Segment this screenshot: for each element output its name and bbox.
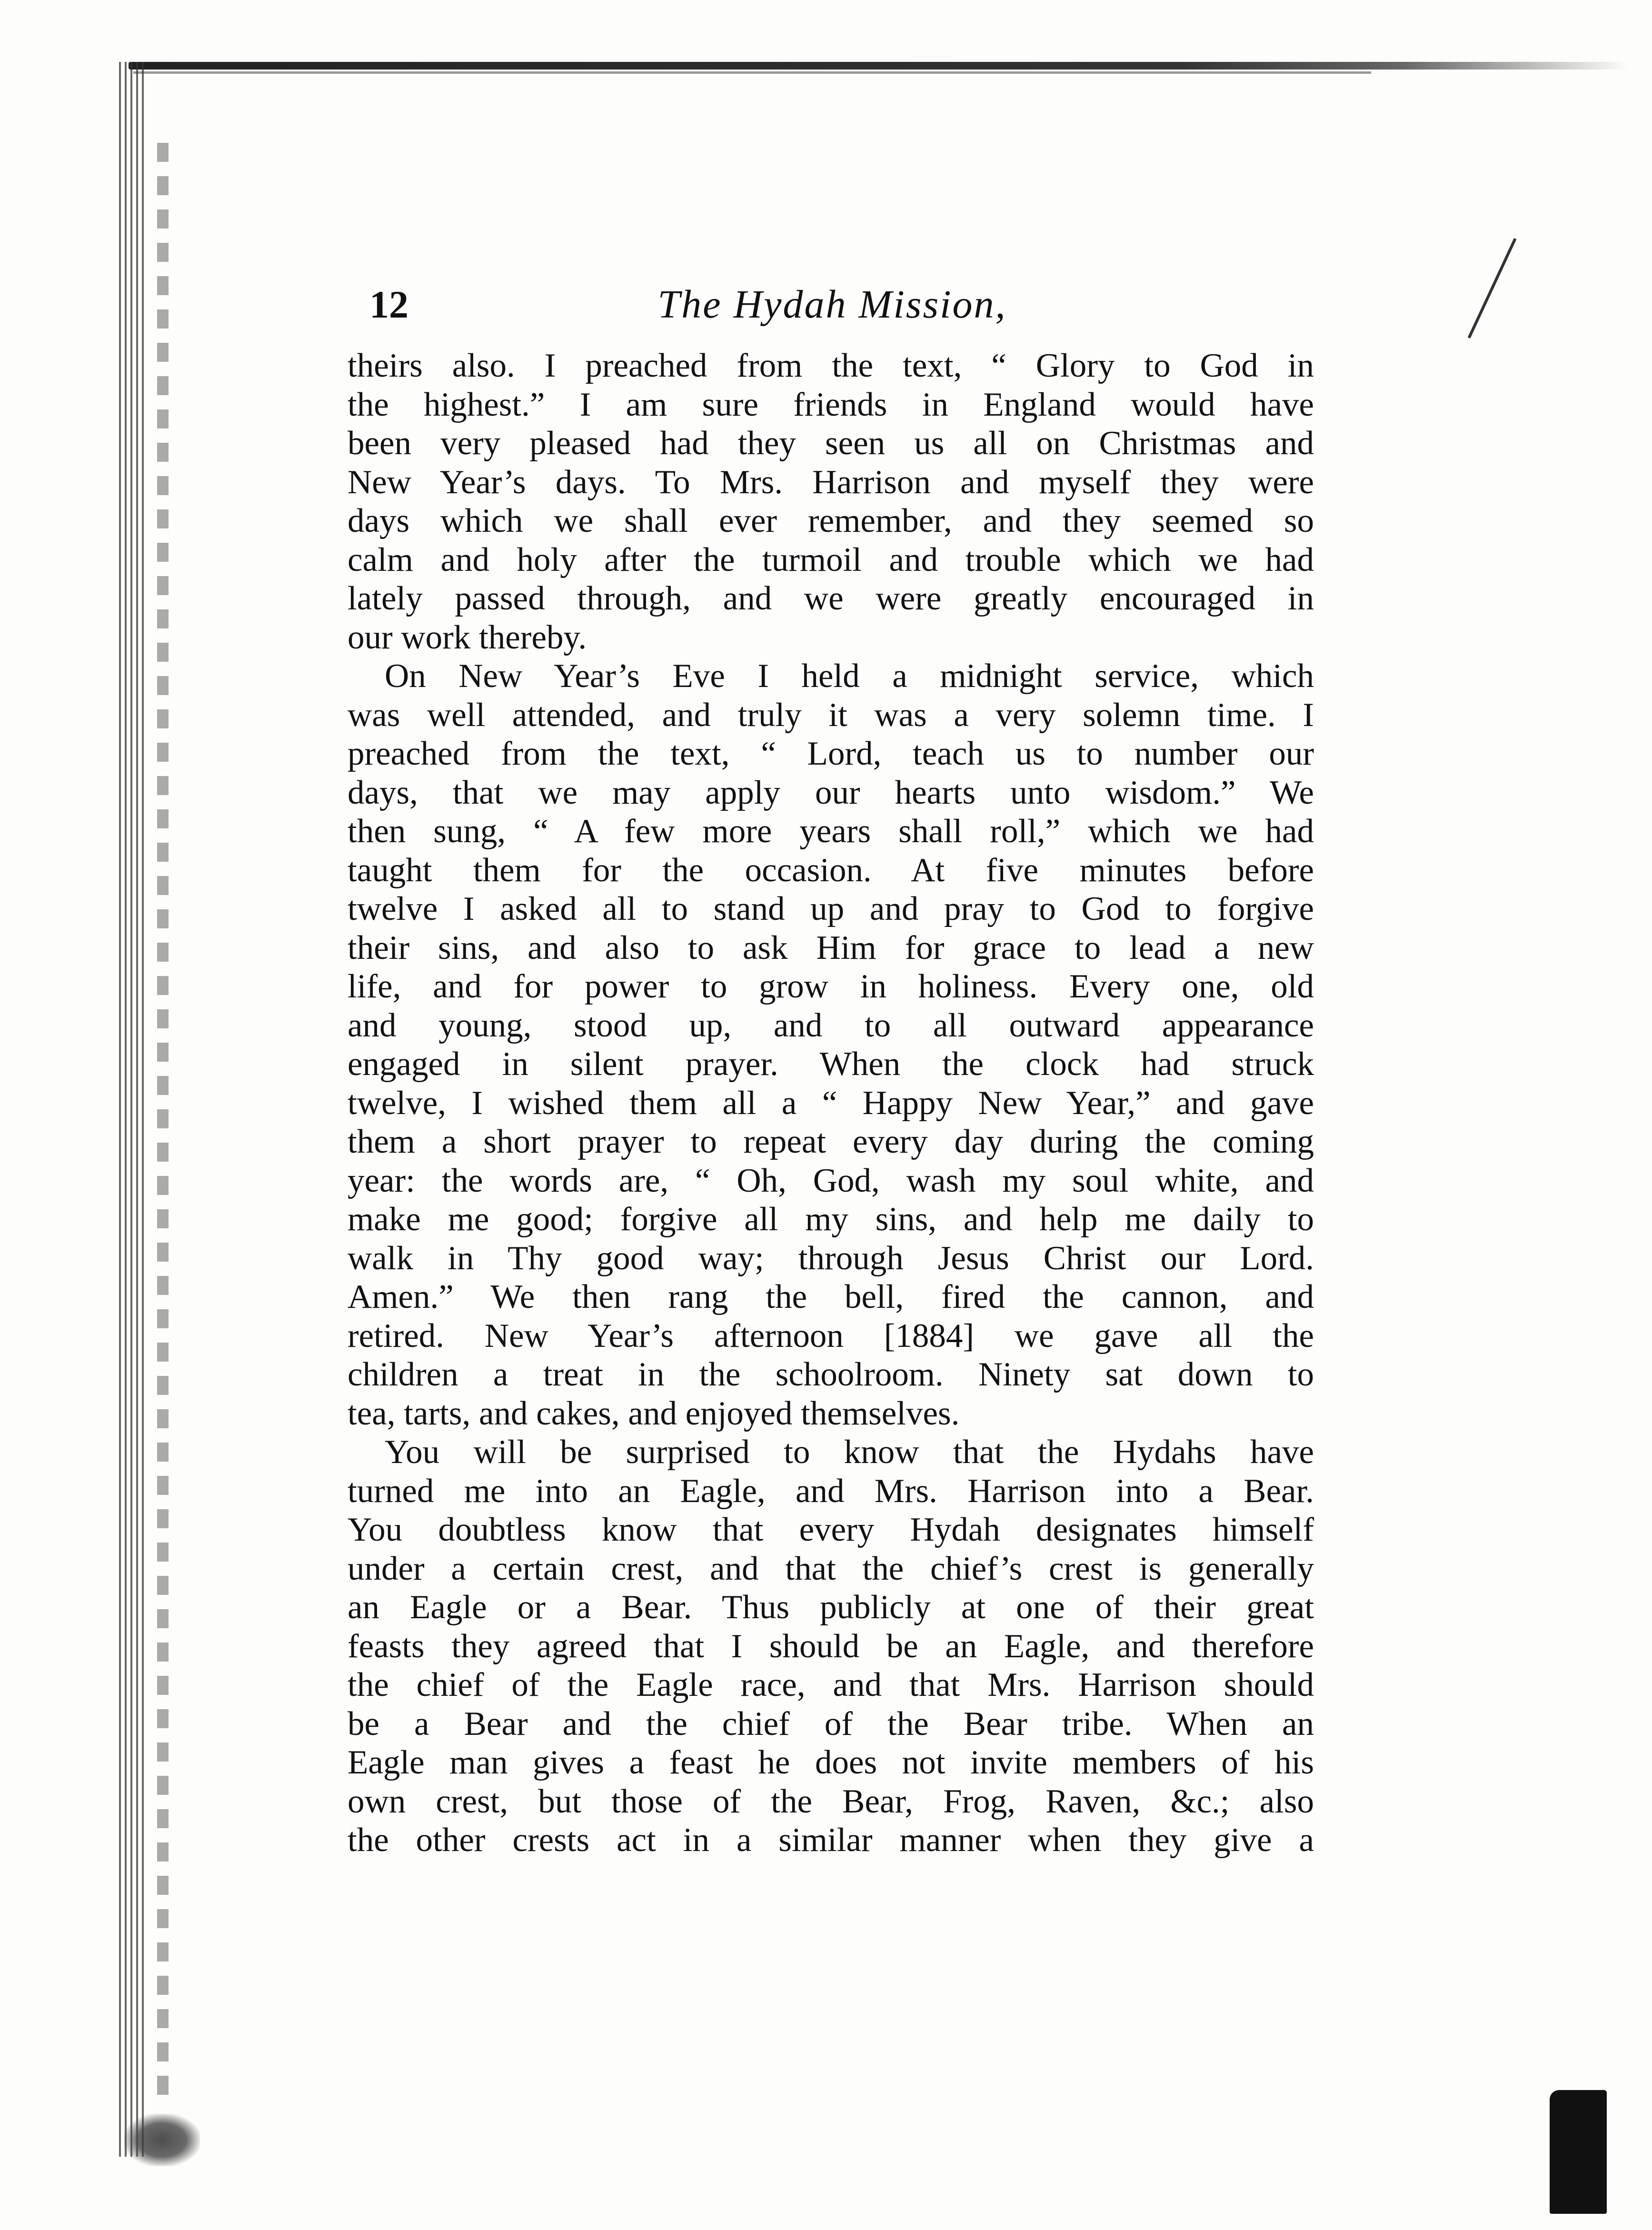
text-line: the chief of the Eagle race, and that Mrs. Harrison should [348,1666,1314,1703]
text-line: been very pleased had they seen us all on Christmas and [348,425,1314,462]
scan-smudge [124,2114,200,2166]
text-line: was well attended, and truly it was a very solemn time. I [348,696,1314,734]
text-line: life, and for power to grow in holiness. Every one, old [348,968,1314,1005]
page-number: 12 [369,283,408,326]
binding-gutter [119,62,148,2157]
text-line: walk in Thy good way; through Jesus Christ our Lord. [348,1239,1314,1277]
text-line: retired. New Year’s afternoon [1884] we gave all the [348,1317,1314,1354]
body-text [348,347,1314,1860]
text-line: twelve I asked all to stand up and pray to God to forgive [348,890,1314,927]
text-line: year: the words are, “ Oh, God, wash my soul white, and [348,1162,1314,1199]
text-line: make me good; forgive all my sins, and help me daily to [348,1201,1314,1238]
text-line: You doubtless know that every Hydah designates himself [348,1511,1314,1548]
text-line: feasts they agreed that I should be an Eagle, and therefore [348,1627,1314,1665]
running-title: The Hydah Mission, [657,282,1007,327]
scan-top-edge-shadow [133,71,1371,74]
text-line: twelve, I wished them all a “ Happy New Year,” and gave [348,1084,1314,1122]
text-line: Amen.” We then rang the bell, fired the cannon, and [348,1278,1314,1315]
text-line: days, that we may apply our hearts unto wisdom.” We [348,774,1314,811]
text-line: the highest.” I am sure friends in England would have [348,386,1314,423]
text-line: theirs also. I preached from the text, “ Glory to God in [348,347,1314,384]
text-line: and young, stood up, and to all outward appearance [348,1006,1314,1044]
text-line: them a short prayer to repeat every day during the coming [348,1123,1314,1160]
text-line: engaged in silent prayer. When the clock had struck [348,1045,1314,1083]
text-line: an Eagle or a Bear. Thus publicly at one of their great [348,1589,1314,1626]
margin-pencil-mark [1468,238,1517,338]
page-header [350,274,1314,336]
text-line: our work thereby. [348,618,587,656]
text-line: tea, tarts, and cakes, and enjoyed themselves. [348,1394,960,1432]
text-line: preached from the text, “ Lord, teach us to number our [348,735,1314,772]
text-line: Eagle man gives a feast he does not invite members of his [348,1744,1314,1781]
text-line: own crest, but those of the Bear, Frog, Raven, &c.; also [348,1782,1314,1820]
scan-dark-corner [1550,2090,1607,2214]
text-line: be a Bear and the chief of the Bear tribe. When an [348,1705,1314,1742]
text-line: children a treat in the schoolroom. Ninety sat down to [348,1356,1314,1393]
text-line: taught them for the occasion. At five minutes before [348,851,1314,889]
text-line: turned me into an Eagle, and Mrs. Harrison into a Bear. [348,1472,1314,1510]
text-line: then sung, “ A few more years shall roll,” which we had [348,813,1314,850]
text-line: You will be surprised to know that the Hydahs have [385,1434,1314,1471]
text-line: the other crests act in a similar manner when they give a [348,1822,1314,1859]
binding-gutter-marks [157,143,169,2095]
text-line: days which we shall ever remember, and they seemed so [348,502,1314,539]
text-line: New Year’s days. To Mrs. Harrison and myself they were [348,463,1314,501]
scan-top-edge [129,62,1628,70]
text-line: under a certain crest, and that the chief’s crest is generally [348,1550,1314,1587]
text-line: lately passed through, and we were greatly encouraged in [348,580,1314,617]
text-line: their sins, and also to ask Him for grace to lead a new [348,929,1314,966]
text-line: On New Year’s Eve I held a midnight service, which [385,657,1314,695]
text-line: calm and holy after the turmoil and trouble which we had [348,541,1314,578]
